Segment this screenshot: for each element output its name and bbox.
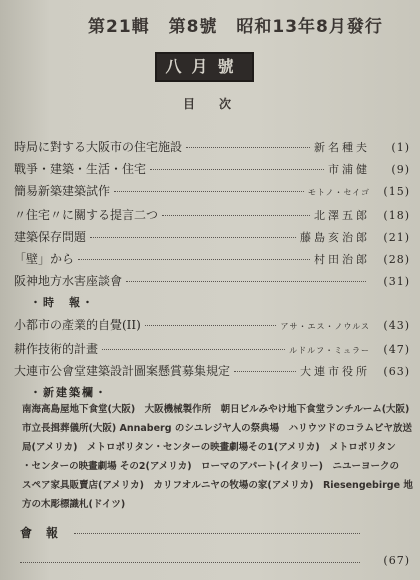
entry-title: 耕作技術的計畫 (14, 342, 99, 356)
volume-number: 第21輯 (88, 17, 150, 37)
news-entry[interactable] (14, 362, 410, 380)
entry-title: 「壁」から (14, 252, 75, 266)
issue-date: 昭和13年8月發行 (236, 17, 383, 37)
entry-title: 阪神地方水害座談會 (14, 274, 123, 288)
list-line: 市立長揖葬儀所(大阪) Annaberg のシユレジヤ人の祭典場 ハリウツドのコラムビヤ放送 (22, 423, 412, 434)
news-entry[interactable] (14, 340, 410, 358)
new-architecture-list (22, 400, 413, 514)
issue-header (88, 12, 388, 37)
entry-title: 建築保存問題 (14, 230, 87, 244)
entry-page: (31) (383, 275, 410, 288)
toc-entry[interactable] (14, 272, 410, 290)
toc-entry[interactable] (14, 160, 410, 178)
leader-dots (78, 259, 310, 260)
leader-dots (145, 325, 277, 326)
entry-title: 大連市公會堂建築設計圖案懸賞募集規定 (14, 364, 231, 378)
entry-page: (18) (383, 209, 410, 222)
list-line: 南海高島屋地下食堂(大阪) 大阪機械製作所 朝日ビルみやけ地下食堂ランチルーム(大阪) (22, 404, 410, 415)
entry-page: (15) (383, 185, 410, 198)
news-section-heading: ・時 報・ (30, 296, 95, 309)
bulletin-page: (67) (383, 554, 410, 567)
leader-dots (102, 349, 285, 350)
leader-dots (74, 533, 360, 534)
entry-page: (47) (383, 343, 410, 356)
list-line: スペア家具販賣店(アメリカ) カリフオルニヤの牧場の家(アメリカ) Riesengebirge 地 (22, 480, 413, 491)
entry-title: 簡易新築建築試作 (14, 184, 111, 198)
toc-entry[interactable] (14, 138, 410, 156)
entry-author: 北澤五郎 (314, 209, 370, 222)
leader-dots (114, 191, 304, 192)
list-line: ・センターの映畫劇場 その2(アメリカ) ローマのアパート(イタリー) ニユーヨークの (22, 461, 399, 472)
toc-heading: 目次 (183, 97, 256, 111)
leader-dots (162, 215, 310, 216)
entry-author: 新名種夫 (314, 141, 370, 154)
list-line: 局(アメリカ) メトロポリタン・センターの映畫劇場その1(アメリカ) メトロポリタン (22, 442, 396, 453)
entry-title: 〃住宅〃に關する提言二つ (14, 208, 159, 222)
entry-title: 戰爭・建築・生活・住宅 (14, 162, 147, 176)
entry-page: (43) (383, 319, 410, 332)
entry-page: (28) (383, 253, 410, 266)
new-architecture-heading: ・新建築欄・ (30, 386, 108, 399)
leader-dots (90, 237, 296, 238)
entry-page: (21) (383, 231, 410, 244)
leader-dots (126, 281, 366, 282)
toc-entry[interactable] (14, 228, 410, 246)
entry-author: 藤島亥治郎 (300, 231, 370, 244)
toc-entry[interactable] (14, 250, 410, 268)
leader-dots (186, 147, 310, 148)
news-entry[interactable] (14, 316, 410, 334)
entry-page: (63) (383, 365, 410, 378)
bulletin-label: 會報 (20, 526, 73, 540)
entry-author: ルドルフ・ミュラー (289, 346, 370, 355)
entry-author: 村田治郎 (314, 253, 370, 266)
entry-author: アサ・エス・ノウルス (280, 322, 370, 331)
bulletin-entry[interactable] (14, 524, 410, 567)
leader-dots (150, 169, 324, 170)
entry-title: 小都市の產業的自覺(II) (14, 318, 141, 332)
toc-entry[interactable] (14, 206, 410, 224)
entry-page: (1) (391, 141, 410, 154)
entry-author: 市浦健 (328, 163, 370, 176)
leader-dots (20, 562, 360, 563)
leader-dots (234, 371, 296, 372)
list-line: 方の木彫標識札(ドイツ) (22, 499, 126, 510)
toc-entry[interactable] (14, 182, 410, 200)
issue-number: 第8號 (168, 17, 218, 37)
entry-author: モトノ・セイゴ (308, 188, 370, 197)
entry-page: (9) (391, 163, 410, 176)
entry-title: 時局に對する大阪市の住宅施設 (14, 140, 183, 154)
entry-author: 大連市役所 (300, 365, 370, 378)
month-banner: 八月號 (155, 52, 254, 82)
